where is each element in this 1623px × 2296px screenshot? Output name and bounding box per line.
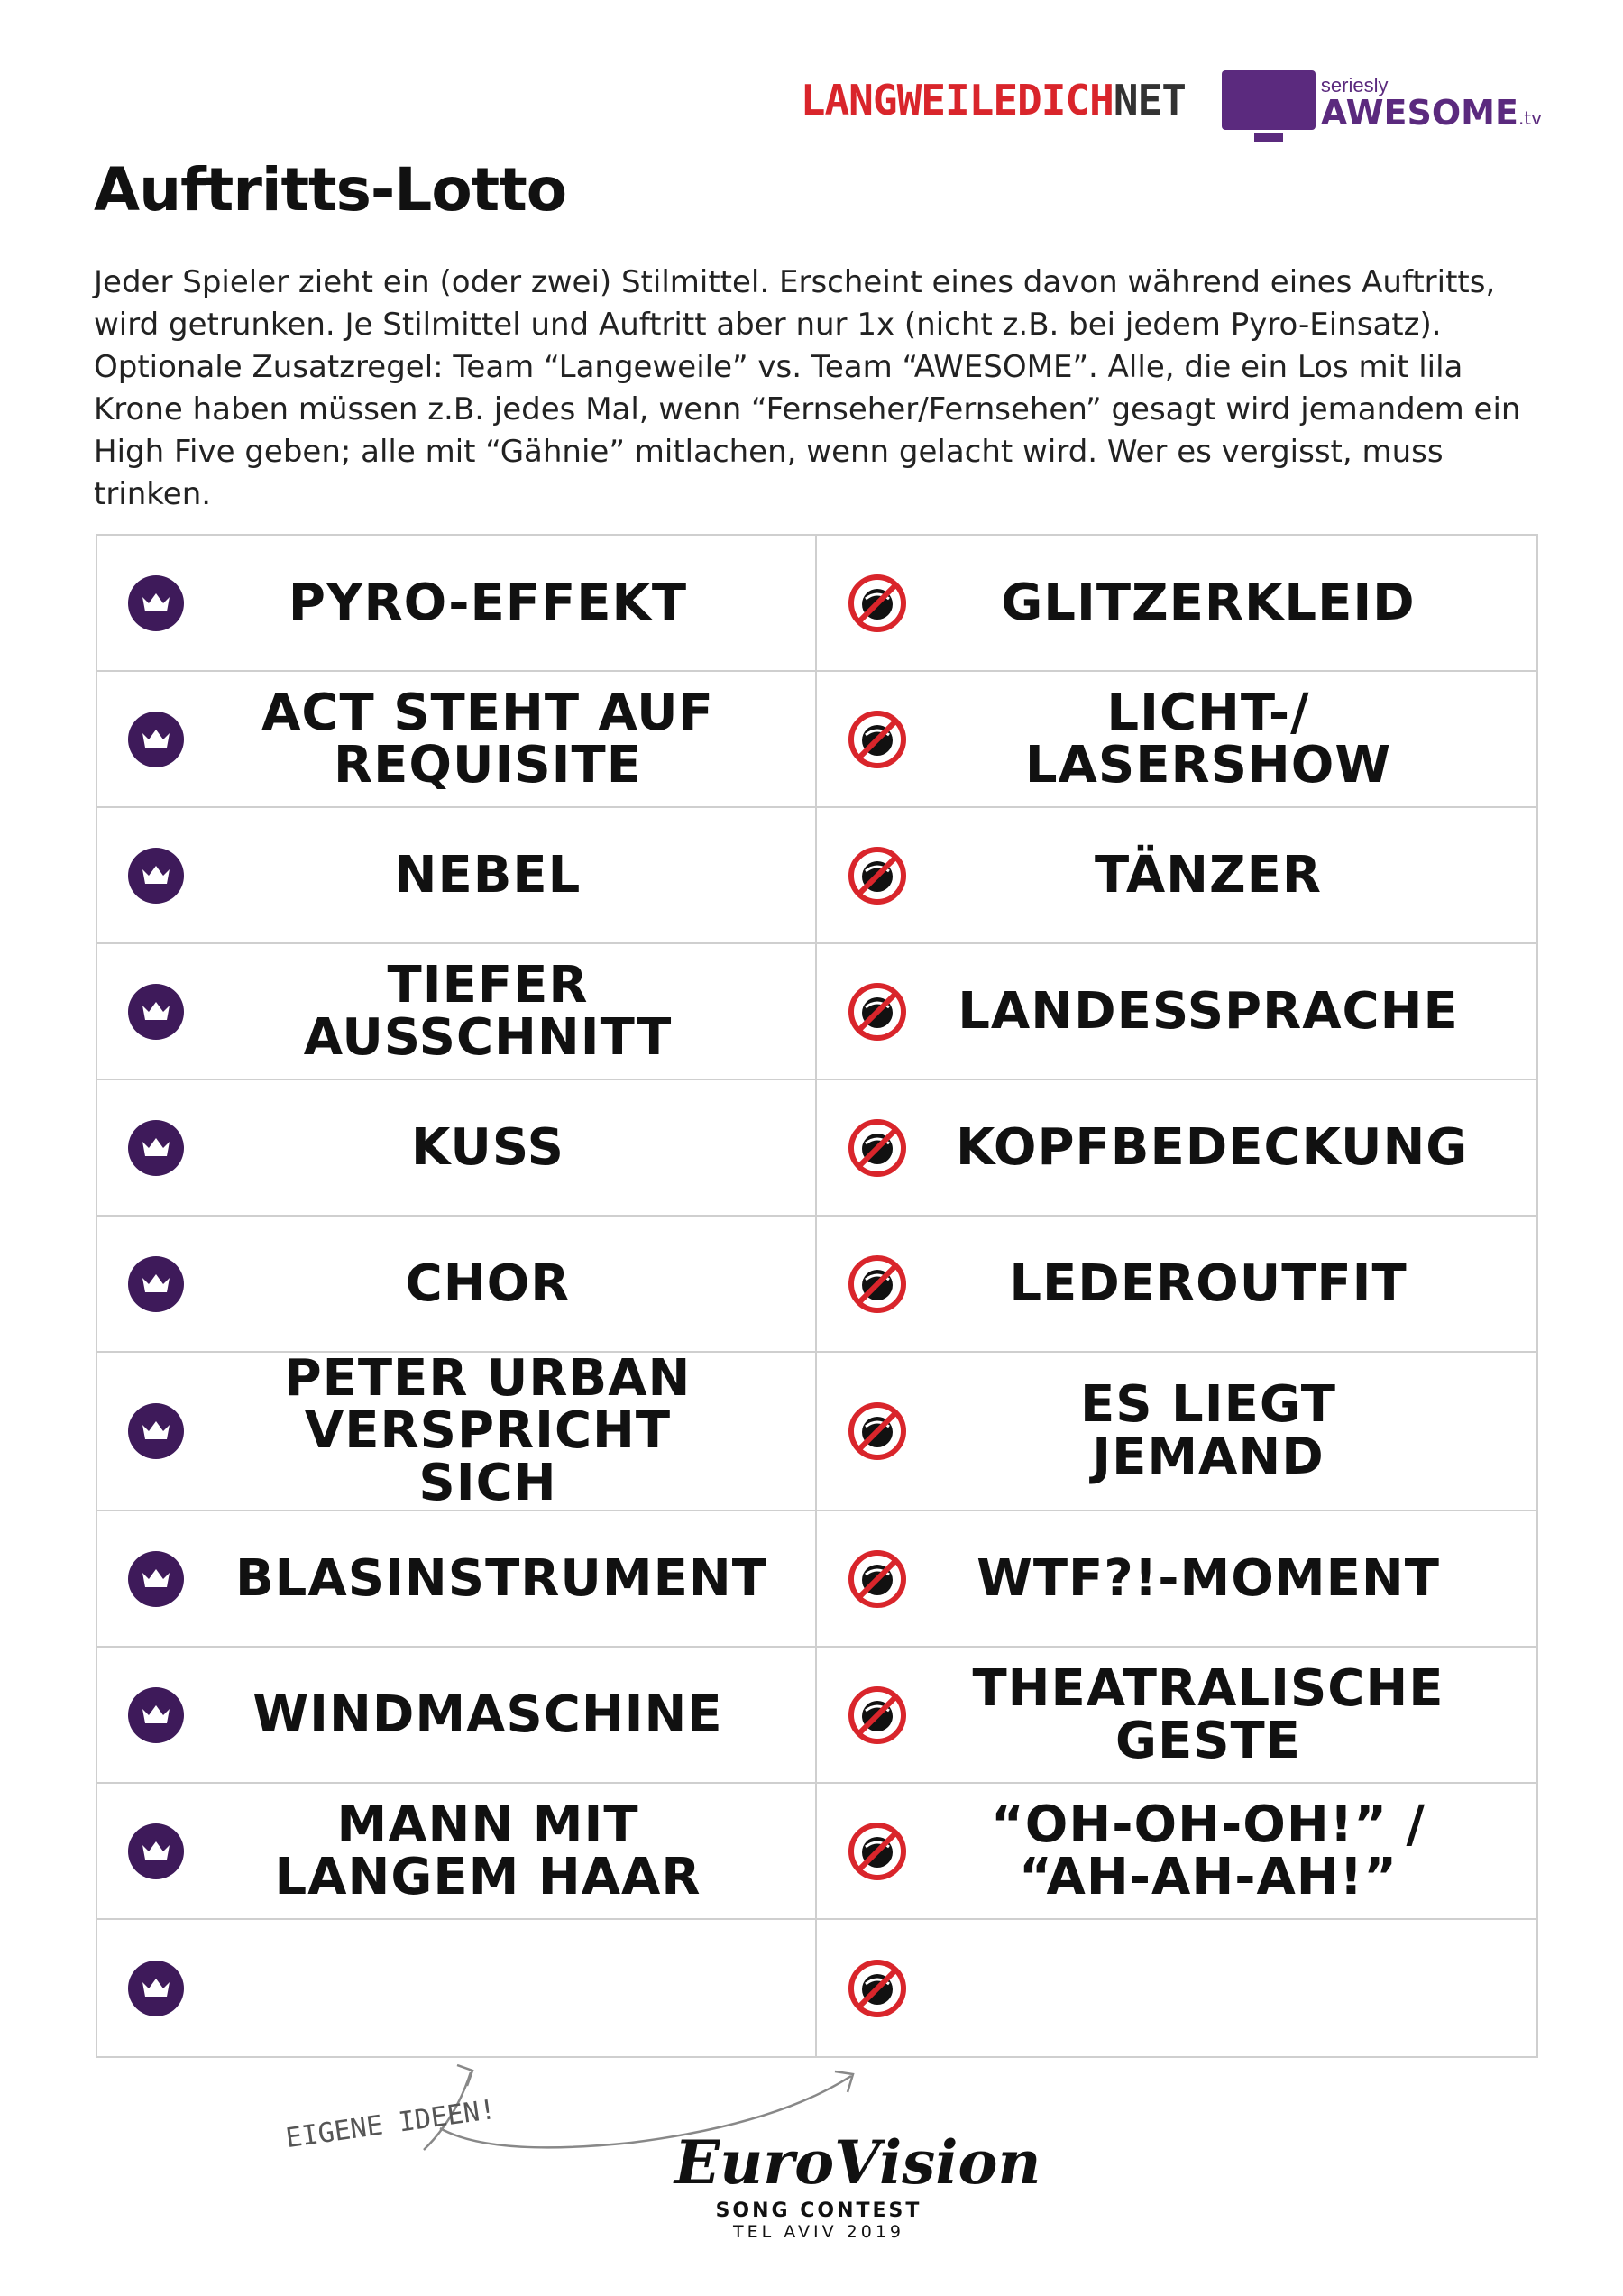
eurovision-logo: [674, 2127, 1041, 2242]
esc-location: TEL AVIV 2019: [732, 2222, 904, 2242]
card-label: CHOR: [405, 1254, 571, 1313]
card-label: ACT STEHT AUF REQUISITE: [261, 683, 714, 794]
card-label: LEDEROUTFIT: [1009, 1254, 1408, 1313]
own-ideas-annotation: EIGENE IDEEN!: [283, 2093, 499, 2155]
card-label: KOPFBEDECKUNG: [956, 1117, 1469, 1177]
card-label: “OH-OH-OH!” / “AH-AH-AH!”: [991, 1795, 1426, 1906]
card-label: PYRO-EFFEKT: [288, 573, 688, 632]
card-label: GLITZERKLEID: [1001, 573, 1416, 632]
esc-subtitle: SONG CONTEST: [715, 2200, 922, 2222]
logo-text-part2: DICH: [1017, 76, 1114, 124]
card-label: LICHT-/ LASERSHOW: [1024, 683, 1392, 794]
logo-text-part1: LANGWEILE: [800, 76, 1018, 124]
card-label: LANDESSPRACHE: [958, 981, 1459, 1041]
card-label: NEBEL: [394, 845, 582, 905]
logo-text-part3: NET: [1113, 76, 1186, 124]
card-label: PETER URBAN VERSPRICHT SICH: [284, 1349, 692, 1512]
card-label: MANN MIT LANGEM HAAR: [274, 1795, 701, 1906]
logo-tld: .tv: [1518, 107, 1542, 129]
card-label: BLASINSTRUMENT: [235, 1548, 767, 1608]
card-label: ES LIEGT JEMAND: [1079, 1375, 1337, 1486]
card-label: WTF?!-MOMENT: [977, 1548, 1440, 1608]
logo-small-text: seriesly: [1320, 74, 1389, 96]
page-title: Auftritts-Lotto: [94, 155, 567, 225]
esc-wordmark: EuroVision: [674, 2127, 1041, 2198]
card-label: KUSS: [410, 1117, 565, 1177]
logo-big-text: AWESOME: [1320, 93, 1518, 133]
card-label: WINDMASCHINE: [252, 1685, 723, 1744]
card-label: TIEFER AUSSCHNITT: [303, 955, 673, 1067]
card-label: TÄNZER: [1094, 845, 1323, 905]
card-label: THEATRALISCHE GESTE: [972, 1658, 1444, 1770]
intro-text: Jeder Spieler zieht ein (oder zwei) Stilmittel. Erscheint eines davon während eines Auftritts, wird getrunken. Je Stilmittel und Auftritt aber nur 1x (nicht z.B. bei jedem Pyro-Einsatz). Optionale Zusatzregel: Team “Langeweile” vs. Team “AWESOME”. Alle, die ein Los mit lila Krone haben müssen z.B. jedes Mal, wenn “Fernseher/Fernsehen” gesagt wird jemandem ein High Five geben; alle mit “Gähnie” mitlachen, wenn gelacht wird. Wer es vergisst, muss trinken.: [94, 264, 1521, 512]
